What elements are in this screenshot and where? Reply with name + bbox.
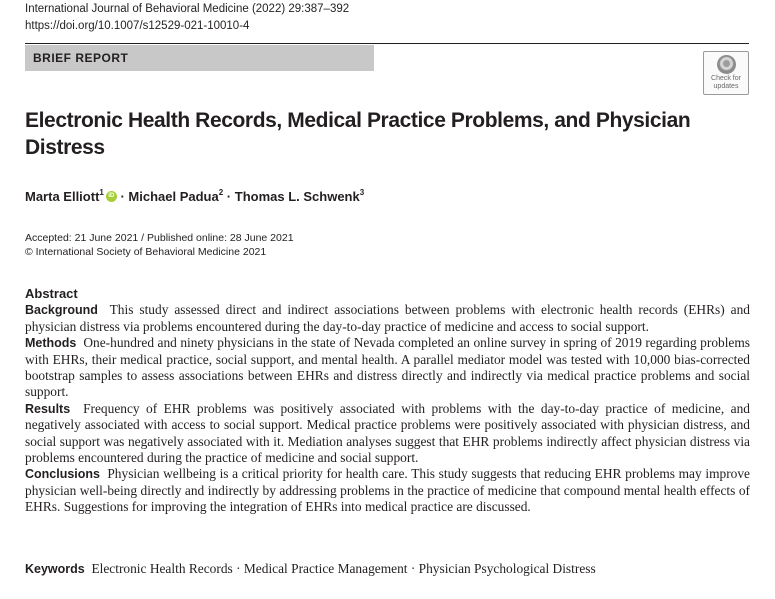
abstract-methods [25, 335, 750, 401]
check-updates-line2: updates [713, 83, 739, 90]
copyright-notice: © International Society of Behavioral Medicine 2021 [25, 246, 267, 258]
abstract-results [25, 401, 750, 467]
author-name[interactable]: Marta Elliott [25, 189, 100, 204]
author-affiliation: 1 [99, 188, 104, 197]
abstract [25, 286, 750, 516]
orcid-icon[interactable] [106, 191, 117, 202]
abstract-background [25, 302, 750, 335]
header-rule [25, 43, 749, 44]
section-text: This study assessed direct and indirect associations between problems with electronic health records (EHRs) and physician distress via problems encountered during the day-to-day practice of medicine and access to social support. [25, 302, 750, 334]
check-updates-icon [717, 55, 736, 74]
author-name[interactable]: Michael Padua [128, 189, 219, 204]
section-heading: Background [25, 303, 98, 318]
section-text: One-hundred and ninety physicians in the state of Nevada completed an online survey in spring of 2019 regarding problems with EHRs, their medical practice, social support, and mental health. A parallel mediator model was tested with 10,000 bias-corrected bootstrap samples to assess associations between EHRs and distress directly and indirectly via medical practice problems and social support. [25, 335, 751, 400]
check-for-updates-button[interactable] [703, 51, 749, 95]
section-heading: Conclusions [25, 467, 101, 482]
section-text: Physician wellbeing is a critical priority for health care. This study suggests that reducing EHR problems may improve physician well-being directly and indirectly by addressing problems in the practice of medicine that compound mental health effects of EHRs. Suggestions for improving the integration of EHRs into medical practice are discussed. [25, 466, 750, 515]
section-text: Frequency of EHR problems was positively associated with problems with the day-to-day practice of medicine, and negatively associated with access to social support. Medical practice problems were positively associated with physician distress, and social support was negatively associated with it. Mediation analyses suggest that EHR problems indirectly affect physician distress via problems encountered during the practice of medicine and social support. [25, 400, 750, 466]
doi-link[interactable]: https://doi.org/10.1007/s12529-021-10010-4 [25, 20, 250, 32]
keywords-label: Keywords [25, 562, 85, 576]
author-list [25, 184, 364, 206]
section-heading: Results [25, 401, 71, 416]
section-heading: Methods [25, 336, 77, 351]
author-affiliation: 2 [218, 188, 224, 197]
section-label: BRIEF REPORT [25, 45, 374, 71]
keywords [25, 561, 750, 577]
author-affiliation: 3 [359, 188, 365, 197]
journal-citation: International Journal of Behavioral Medicine (2022) 29:387–392 [25, 3, 350, 15]
abstract-heading: Abstract [25, 286, 78, 301]
author-separator: · [223, 189, 235, 204]
publication-dates: Accepted: 21 June 2021 / Published online: 28 June 2021 [25, 232, 294, 244]
author-name[interactable]: Thomas L. Schwenk [234, 189, 360, 204]
author-separator: · [116, 189, 129, 204]
abstract-conclusions [25, 466, 750, 515]
check-updates-line1: Check for [711, 75, 741, 82]
article-title: Electronic Health Records, Medical Practice Problems, and Physician Distress [25, 109, 691, 159]
keywords-text: Electronic Health Records · Medical Practice Management · Physician Psychological Distress [91, 561, 596, 576]
